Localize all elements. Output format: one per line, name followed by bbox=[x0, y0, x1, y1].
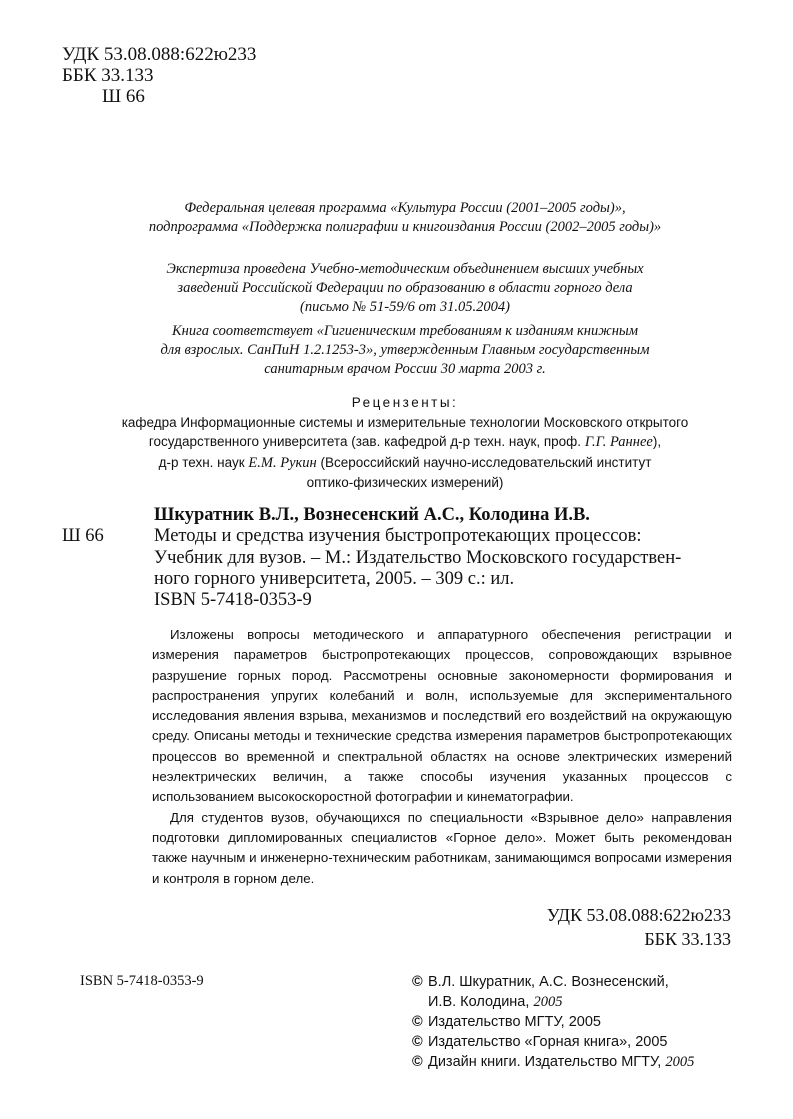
isbn: ISBN 5-7418-0353-9 bbox=[154, 590, 312, 611]
copyright-line bbox=[412, 1052, 694, 1072]
federal-program-note bbox=[80, 199, 730, 237]
hygiene-note bbox=[80, 322, 730, 379]
bbk-code: ББК 33.133 bbox=[62, 65, 154, 86]
expertise-line: (письмо № 51-59/6 от 31.05.2004) bbox=[300, 299, 510, 315]
udk-code: УДК 53.08.088:622ю233 bbox=[62, 44, 257, 65]
reviewer-text: (Всероссийский научно-исследовательский институт bbox=[320, 454, 652, 470]
author-code: Ш 66 bbox=[102, 86, 145, 107]
classification-block bbox=[62, 44, 256, 107]
reviewer-text: д-р техн. наук bbox=[158, 454, 245, 470]
authors: Шкуратник В.Л., Вознесенский А.С., Колодина И.В. bbox=[154, 505, 590, 525]
isbn-footer: ISBN 5-7418-0353-9 bbox=[80, 973, 204, 989]
copyright-icon: © bbox=[412, 1014, 423, 1030]
annotation-paragraph: Изложены вопросы методического и аппаратурного обеспечения регистрации и измерения параметров быстропротекающих процессов, сопровождающих взрывное разрушение горных пород. Рассмотрены основные закономерности формирования и распространения упругих колебаний и волн, используемые для экспериментального исследования явления взрыва, механизмов и последствий его воздействий на окружающую среду. Описаны методы и технические средства измерения параметров быстропротекающих процессов во временной и спектральной областях на основе электрических измерений неэлектрических величин, а также способы изучения указанных процессов с использованием высокоскоростной фотографии и кинематографии. bbox=[152, 627, 732, 805]
copyright-text: В.Л. Шкуратник, А.С. Вознесенский, bbox=[428, 974, 669, 990]
copyright-block bbox=[412, 972, 694, 1072]
classification-block-bottom bbox=[547, 903, 731, 951]
hygiene-line: Книга соответствует «Гигиеническим требованиям к изданиям книжным bbox=[172, 323, 638, 339]
copyright-icon: © bbox=[412, 1054, 423, 1070]
title-line: ного горного университета, 2005. – 309 с.: ил. bbox=[154, 568, 515, 589]
program-line: подпрограмма «Поддержка полиграфии и книгоиздания России (2002–2005 годы)» bbox=[148, 219, 662, 235]
copyright-text: И.В. Колодина, bbox=[428, 994, 530, 1010]
program-line: Федеральная целевая программа «Культура России (2001–2005 годы)», bbox=[184, 200, 626, 216]
copyright-year: 2005 bbox=[533, 994, 563, 1010]
reviewers-title: Рецензенты: bbox=[351, 395, 459, 410]
expertise-note bbox=[80, 260, 730, 317]
reviewer-text: ), bbox=[652, 434, 662, 449]
copyright-year: 2005 bbox=[665, 1054, 695, 1070]
reviewers-block bbox=[50, 393, 760, 493]
copyright-line bbox=[412, 972, 694, 992]
copyright-line bbox=[412, 1032, 694, 1052]
annotation bbox=[152, 625, 732, 889]
copyright-icon: © bbox=[412, 974, 423, 990]
reviewer-line bbox=[50, 453, 760, 474]
udk-code: УДК 53.08.088:622ю233 bbox=[546, 905, 731, 925]
copyright-text: Дизайн книги. Издательство МГТУ, bbox=[428, 1054, 662, 1070]
reviewer-name: Е.М. Рукин bbox=[248, 454, 317, 471]
title-line: Учебник для вузов. – М.: Издательство Московского государствен- bbox=[154, 547, 682, 568]
reviewer-name: Г.Г. Раннее bbox=[584, 434, 653, 450]
reviewer-line: кафедра Информационные системы и измерительные технологии Московского открытого bbox=[121, 414, 689, 430]
title-line: Методы и средства изучения быстропротекающих процессов: bbox=[154, 526, 642, 547]
hygiene-line: для взрослых. СанПиН 1.2.1253-3», утвержденным Главным государственным bbox=[160, 342, 650, 358]
copyright-text: Издательство МГТУ, 2005 bbox=[428, 1014, 601, 1030]
reviewer-line: оптико-физических измерений) bbox=[306, 475, 504, 490]
reviewer-line bbox=[50, 432, 760, 453]
copyright-year: 2005 bbox=[635, 1034, 668, 1050]
hygiene-line: санитарным врачом России 30 марта 2003 г. bbox=[264, 361, 546, 377]
copyright-line bbox=[412, 1012, 694, 1032]
copyright-icon: © bbox=[412, 1034, 423, 1050]
copyright-line bbox=[412, 992, 694, 1012]
expertise-line: заведений Российской Федерации по образованию в области горного дела bbox=[177, 280, 633, 296]
author-code: Ш 66 bbox=[62, 526, 104, 547]
bbk-code: ББК 33.133 bbox=[644, 929, 731, 949]
copyright-text: Издательство «Горная книга», bbox=[428, 1034, 632, 1050]
reviewer-text: государственного университета (зав. кафедрой д-р техн. наук, проф. bbox=[148, 434, 582, 449]
expertise-line: Экспертиза проведена Учебно-методическим объединением высших учебных bbox=[166, 261, 644, 277]
bibliographic-record bbox=[62, 505, 742, 611]
annotation-paragraph: Для студентов вузов, обучающихся по специальности «Взрывное дело» направления подготовки дипломированных специалистов «Горное дело». Может быть рекомендован также научным и инженерно-техническим работникам, занимающимся вопросами измерения и контроля в горном деле. bbox=[152, 809, 732, 886]
